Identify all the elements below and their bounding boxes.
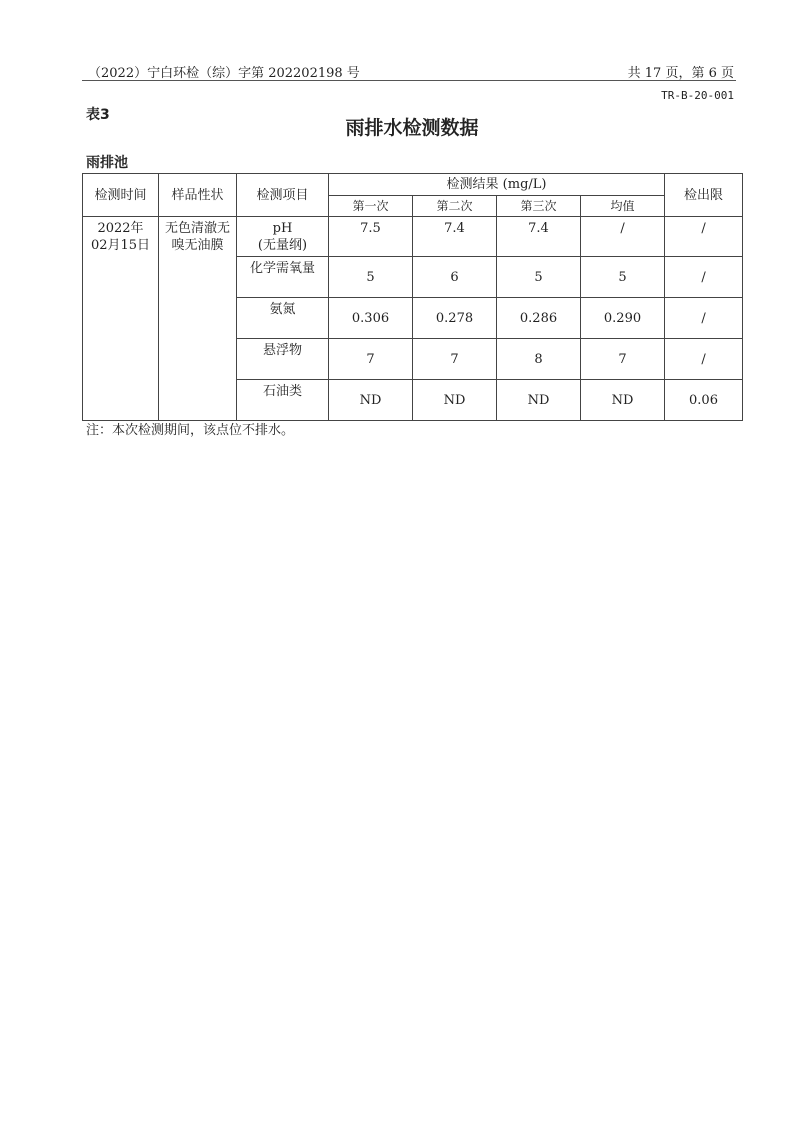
value-cell: 5 [329,257,413,298]
value-cell: 7.4 [497,217,581,257]
header-results: 检测结果 (mg/L) [329,174,665,196]
item-ph: pH (无量纲) [237,217,329,257]
value-cell: 0.290 [581,298,665,339]
sampling-date: 2022年 02月15日 [83,217,159,421]
page-info: 共 17 页，第 6 页 [627,66,734,81]
item-ammonia: 氨氮 [237,298,329,339]
value-cell: 0.278 [413,298,497,339]
rain-water-data-table [82,173,743,421]
item-cod: 化学需氧量 [237,257,329,298]
value-cell: / [581,217,665,257]
limit-cell: 0.06 [665,380,743,421]
document-code: TR-B-20-001 [661,89,734,102]
table-note: 注：本次检测期间，该点位不排水。 [86,423,295,438]
value-cell: ND [581,380,665,421]
item-petroleum: 石油类 [237,380,329,421]
value-cell: 5 [497,257,581,298]
value-cell: 7 [329,339,413,380]
item-suspended-solids: 悬浮物 [237,339,329,380]
header-second: 第二次 [413,196,497,217]
value-cell: 7 [581,339,665,380]
value-cell: 8 [497,339,581,380]
value-cell: ND [497,380,581,421]
value-cell: 7.5 [329,217,413,257]
value-cell: 6 [413,257,497,298]
value-cell: 0.306 [329,298,413,339]
header-average: 均值 [581,196,665,217]
table-row [83,217,743,257]
value-cell: 7 [413,339,497,380]
value-cell: 7.4 [413,217,497,257]
header-limit: 检出限 [665,174,743,217]
header-third: 第三次 [497,196,581,217]
header-first: 第一次 [329,196,413,217]
value-cell: ND [329,380,413,421]
value-cell: ND [413,380,497,421]
limit-cell: / [665,217,743,257]
sample-appearance: 无色清澈无 嗅无油膜 [159,217,237,421]
limit-cell: / [665,257,743,298]
value-cell: 5 [581,257,665,298]
section-label: 雨排池 [86,155,128,171]
value-cell: 0.286 [497,298,581,339]
page-title: 雨排水检测数据 [345,117,479,139]
header-divider [82,80,736,81]
limit-cell: / [665,339,743,380]
header-item: 检测项目 [237,174,329,217]
header-sample: 样品性状 [159,174,237,217]
table-label: 表3 [86,107,110,123]
header-time: 检测时间 [83,174,159,217]
report-number: （2022）宁白环检（综）字第 202202198 号 [88,66,360,81]
limit-cell: / [665,298,743,339]
